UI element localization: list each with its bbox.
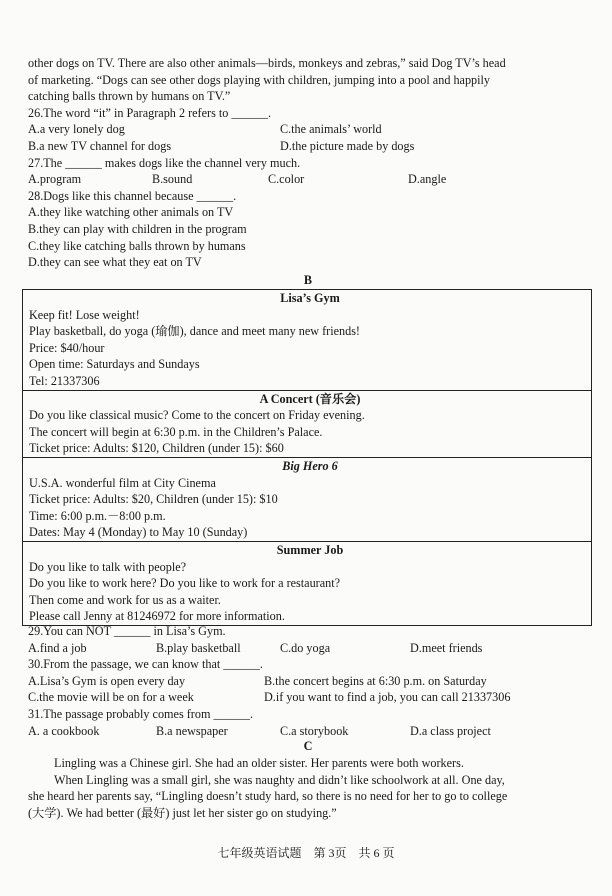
ad-title: Lisa’s Gym [280,291,340,305]
option: C.color [268,172,305,187]
option: A. a cookbook [28,723,100,738]
question-28-stem: 28.Dogs like this channel because ______. [28,188,237,203]
section-a-tail [28,55,588,271]
question-30-options-row2 [28,689,588,706]
option: C.do yoga [280,640,331,655]
option: A.find a job [28,640,87,655]
page-footer: 七年级英语试题 第 3页 共 6 页 [217,846,395,860]
question-27-options [28,171,588,188]
ads-box [22,289,592,626]
ad-line: Time: 6:00 p.m.－8:00 p.m. [29,508,166,523]
ad-title: A Concert (音乐会) [259,391,361,406]
option: B.a new TV channel for dogs [28,138,172,153]
question-31-stem: 31.The passage probably comes from ______. [28,706,254,721]
ad-line: Dates: May 4 (Monday) to May 10 (Sunday) [29,525,248,540]
option: A.they like watching other animals on TV [28,205,234,220]
ad-title: Summer Job [276,542,344,557]
ad-line: The concert will begin at 6:30 p.m. in the Children’s Palace. [29,424,323,439]
option: C.the animals’ world [280,122,382,137]
ad-line: Then come and work for us as a waiter. [29,592,221,607]
option: D.the picture made by dogs [280,138,415,153]
section-label: B [303,273,313,287]
question-30-options-row1 [28,673,588,690]
ad-lisas-gym [23,290,591,391]
section-c-label [28,738,588,755]
ad-line: Tel: 21337306 [29,373,100,388]
option: B.they can play with children in the program [28,221,247,236]
ad-line: U.S.A. wonderful film at City Cinema [29,475,216,490]
ad-line: Price: $40/hour [29,340,105,355]
passage-line: (大学). We had better (最好) just let her sister go on studying.” [28,805,337,820]
question-26-options-row1 [28,121,588,138]
question-29-options [28,640,588,657]
ad-line: Do you like to talk with people? [29,559,187,574]
ad-line: Keep fit! Lose weight! [29,307,140,322]
ad-line: Ticket price: Adults: $120, Children (under 15): $60 [29,441,284,456]
section-b-label [28,272,588,289]
option: C.a storybook [280,723,349,738]
option: A.program [28,172,82,187]
passage-line: catching balls thrown by humans on TV.” [28,89,231,104]
option: D.meet friends [410,640,483,655]
question-27-stem: 27.The ______ makes dogs like the channel very much. [28,155,301,170]
option: B.play basketball [156,640,241,655]
question-26-options-row2 [28,138,588,155]
ad-line: Do you like classical music? Come to the concert on Friday evening. [29,408,365,423]
section-c-passage [28,755,588,821]
ad-summer-job [23,542,591,625]
option: D.angle [408,172,447,187]
passage-line: of marketing. “Dogs can see other dogs playing with children, jumping into a pool and happily [28,72,491,87]
question-26-stem: 26.The word “it” in Paragraph 2 refers to ______. [28,105,272,120]
question-29-stem: 29.You can NOT ______ in Lisa’s Gym. [28,624,226,638]
option: D.a class project [410,723,491,738]
ad-line: Do you like to work here? Do you like to work for a restaurant? [29,576,341,591]
question-30-stem: 30.From the passage, we can know that ______. [28,657,263,672]
option: B.the concert begins at 6:30 p.m. on Saturday [264,673,487,688]
option: B.sound [152,172,193,187]
passage-line: When Lingling was a small girl, she was naughty and didn’t like schoolwork at all. One day, [54,772,505,787]
ad-line: Ticket price: Adults: $20, Children (under 15): $10 [29,492,278,507]
option: D.they can see what they eat on TV [28,255,202,270]
ad-line: Please call Jenny at 81246972 for more information. [29,609,285,624]
section-label: C [303,739,313,753]
passage-line: other dogs on TV. There are also other animals—birds, monkeys and zebras,” said Dog TV’s head [28,56,506,70]
section-b-questions [28,623,588,739]
passage-line: Lingling was a Chinese girl. She had an older sister. Her parents were both workers. [54,756,464,770]
ad-title: Big Hero 6 [282,458,338,473]
option: D.if you want to find a job, you can call 21337306 [264,690,511,705]
ad-concert [23,391,591,458]
passage-line: she heard her parents say, “Lingling doesn’t study hard, so there is no need for her to go to college [28,789,508,804]
option: C.the movie will be on for a week [28,690,194,705]
option: A.Lisa’s Gym is open every day [28,673,186,688]
ad-big-hero-6 [23,458,591,542]
ad-line: Open time: Saturdays and Sundays [29,357,200,372]
question-31-options [28,723,588,740]
option: B.a newspaper [156,723,228,738]
option: A.a very lonely dog [28,122,125,137]
ad-line: Play basketball, do yoga (瑜伽), dance and meet many new friends! [29,324,360,339]
option: C.they like catching balls thrown by humans [28,238,246,253]
